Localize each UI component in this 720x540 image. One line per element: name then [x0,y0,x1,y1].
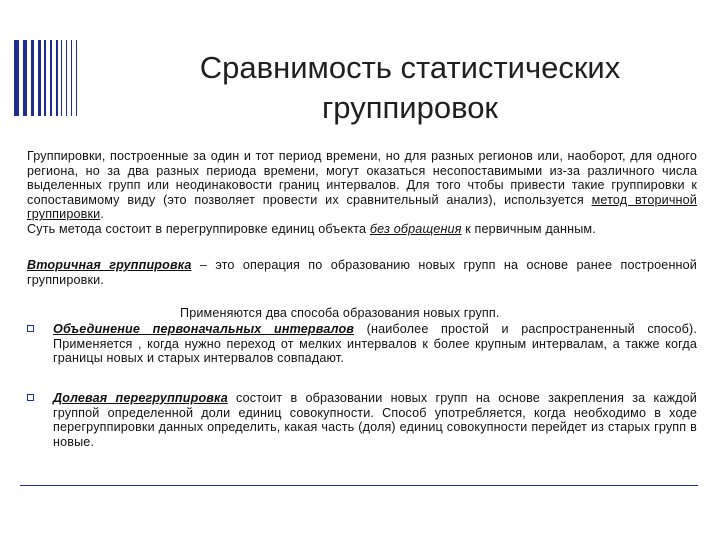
bullet-term: Объединение первоначальных интервалов [53,322,355,336]
method-essence-end: к первичным данным. [461,222,596,236]
square-bullet-icon [27,394,34,401]
paragraph-intro-text: Группировки, построенные за один и тот период времени, но для разных регионов или, наоборот, для одного региона, но за два разных периода времени, могут оказаться несопоставимыми из-за различного числа выделенных групп или неодинаковости границ интервалов. Для того чтобы привести такие группировки к сопоставимому виду (это позволяет провести их сравнительный анализ), используется [27,149,697,207]
paragraph-two-methods: Применяются два способа образования новых групп. [180,306,500,320]
bottom-divider [20,485,698,486]
secondary-grouping-method-link[interactable]: метод вторичной группировки [27,192,697,222]
definition-term: Вторичная группировка [27,258,192,272]
paragraph-definition [27,258,697,287]
paragraph-method-essence [27,222,697,237]
square-bullet-icon [27,325,34,332]
slide-title [150,48,670,128]
title-line-2: группировок [322,90,498,125]
bullet-term: Долевая перегруппировка [53,391,228,405]
definition-text: – это операция по образованию новых групп на основе ранее построенной группировки. [27,258,697,287]
bullet-description: состоит в образовании новых групп на основе закрепления за каждой группой определенной доли единиц совокупности. Способ употребляется, когда необходимо в ходе перегруппировки данных определить, какая часть (доля) единиц совокупности перейдет из старых групп в новые. [53,391,697,449]
bullet-text [53,391,697,449]
paragraph-intro [27,149,697,222]
title-line-1: Сравнимость статистических [199,50,621,85]
method-essence-text: Суть метода состоит в перегруппировке единиц объекта [27,222,370,236]
bullet-item [27,391,697,449]
paragraph-intro-end: . [100,207,104,222]
bullet-text [53,322,697,366]
bullet-item [27,322,697,366]
method-essence-emphasis: без обращения [369,222,462,236]
bullet-description: (наиболее простой и распространенный способ). Применяется , когда нужно переход от мелких интервалов к более крупным интервалам, а также когда границы новых и старых интервалов совпадают. [53,322,697,366]
